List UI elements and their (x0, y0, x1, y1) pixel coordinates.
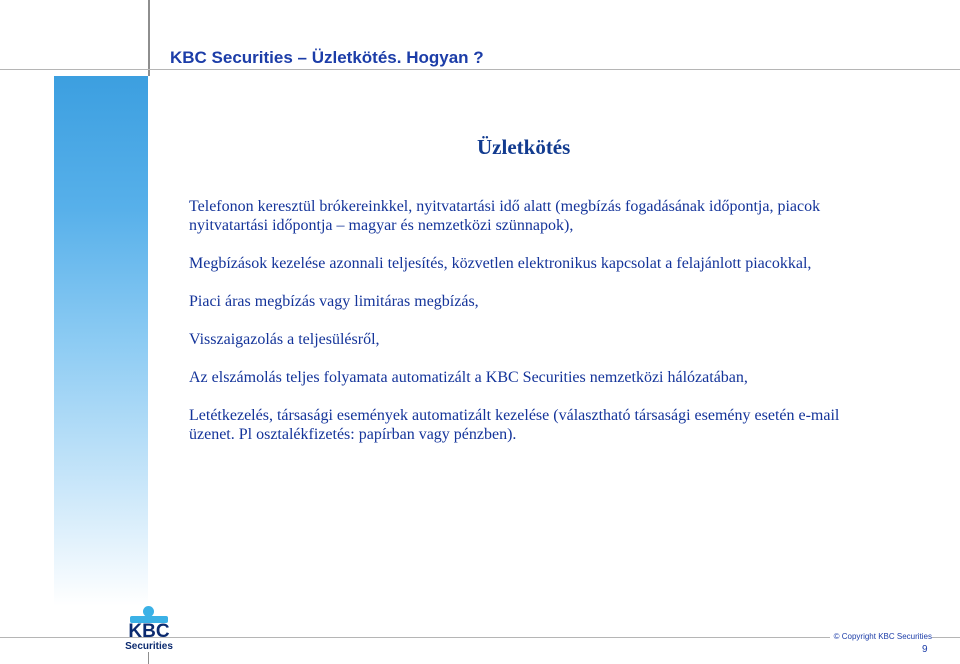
slide-body (189, 197, 879, 463)
header-vertical-divider (148, 0, 150, 76)
page-number: 9 (922, 644, 928, 655)
header-rule (0, 69, 960, 70)
paragraph-order-types: Piaci áras megbízás vagy limitáras megbízás, (189, 293, 479, 310)
slide-title: Üzletkötés (477, 135, 571, 159)
header-title: KBC Securities – Üzletkötés. Hogyan ? (170, 48, 484, 67)
logo-subtitle: Securities (125, 641, 173, 652)
kbc-logo (122, 606, 178, 658)
paragraph-confirmation: Visszaigazolás a teljesülésről, (189, 331, 380, 348)
paragraph-custody: Letétkezelés, társasági események automatizált kezelése (választható társasági esemény esetén e-mail üzenet. Pl osztalékfizetés: papírban vagy pénzben). (189, 407, 840, 443)
paragraph-order-handling: Megbízások kezelése azonnali teljesítés, közvetlen elektronikus kapcsolat a felajánlott piacokkal, (189, 255, 812, 272)
paragraph-settlement: Az elszámolás teljes folyamata automatizált a KBC Securities nemzetközi hálózatában, (189, 369, 748, 386)
footer-vertical-divider (148, 652, 149, 664)
left-gradient-band (54, 76, 148, 606)
copyright-text: © Copyright KBC Securities (830, 632, 932, 641)
logo-brand: KBC (128, 621, 170, 642)
paragraph-phone-trading: Telefonon keresztül brókereinkkel, nyitvatartási idő alatt (megbízás fogadásának időpontja, piacok nyitvatartási időpontja – magyar és nemzetközi szünnapok), (189, 198, 821, 234)
